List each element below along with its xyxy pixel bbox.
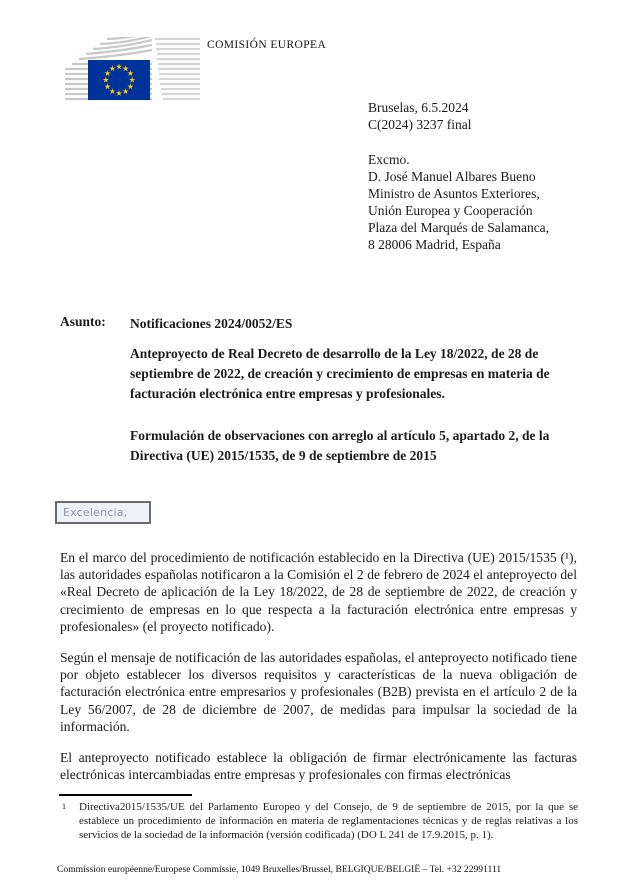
salutation-field[interactable] [55, 501, 151, 524]
letter-body [60, 549, 577, 783]
subject-label: Asunto: [60, 314, 106, 329]
place-date: Bruselas, 6.5.2024 [368, 100, 469, 115]
recipient-line: Excmo. [368, 152, 410, 167]
institution-name: COMISIÓN EUROPEA [207, 39, 327, 51]
body-paragraph: El anteproyecto notificado establece la obligación de firmar electrónicamente las facturas electrónicas intercambiadas entre empresas y profesionales con firmas electrónicas [60, 750, 577, 783]
body-paragraph: Según el mensaje de notificación de las autoridades españolas, el anteproyecto notificado tiene por objeto establecer los diversos requisitos y características de la nueva obligación de facturación electrónica entre empresarios y profesionales (B2B) prevista en el artículo 2 de la Ley 56/2007, de 28 de diciembre de 2007, de medidas para impulsar la sociedad de la información. [60, 650, 577, 734]
dateline [368, 99, 472, 133]
recipient-line: Unión Europea y Cooperación [368, 203, 533, 218]
european-commission-logo-icon [62, 37, 202, 101]
footnote-marker: 1 [62, 802, 66, 811]
body-paragraph: En el marco del procedimiento de notificación establecido en la Directiva (UE) 2015/1535 (¹), las autoridades españolas notificaron a la Comisión el 2 de febrero de 2024 el anteproyecto del «Real Decreto de aplicación de la Ley 18/2022, de 28 de septiembre de 2022, de creación y crecimiento de empresas en lo que respecta a la facturación electrónica entre empresas y profesionales» (el proyecto notificado). [60, 550, 577, 634]
recipient-line: 8 28006 Madrid, España [368, 237, 501, 252]
recipient-line: Ministro de Asuntos Exteriores, [368, 186, 540, 201]
subject-subtitle: Formulación de observaciones con arreglo al artículo 5, apartado 2, de la Directiva (UE) 2015/1535, de 9 de septiembre de 2015 [130, 428, 550, 463]
subject-notification-reference: Notificaciones 2024/0052/ES [130, 316, 293, 331]
document-reference: C(2024) 3237 final [368, 117, 472, 132]
footnote-separator [59, 794, 192, 796]
recipient-line: Plaza del Marqués de Salamanca, [368, 220, 550, 235]
commission-address-footer: Commission européenne/Europese Commissie, 1049 Bruxelles/Brussel, BELGIQUE/BELGIË – Tel. +32 22991111 [57, 864, 502, 875]
recipient-address [368, 151, 549, 253]
subject-content [130, 314, 577, 466]
subject-title: Anteproyecto de Real Decreto de desarrollo de la Ley 18/2022, de 28 de septiembre de 2022, de creación y crecimiento de empresas en materia de facturación electrónica entre empresas y profesionales. [130, 346, 550, 401]
footnote-text: Directiva2015/1535/UE del Parlamento Europeo y del Consejo, de 9 de septiembre de 2015, por la que se establece un procedimiento de información en materia de reglamentaciones técnicas y de reglas relativas a los servicios de la sociedad de la información (versión codificada) (DO L 241 de 17.9.2015, p. 1). [79, 801, 578, 841]
footnote [60, 800, 578, 842]
recipient-line: D. José Manuel Albares Bueno [368, 169, 536, 184]
logo-right-swoosh [155, 39, 200, 99]
